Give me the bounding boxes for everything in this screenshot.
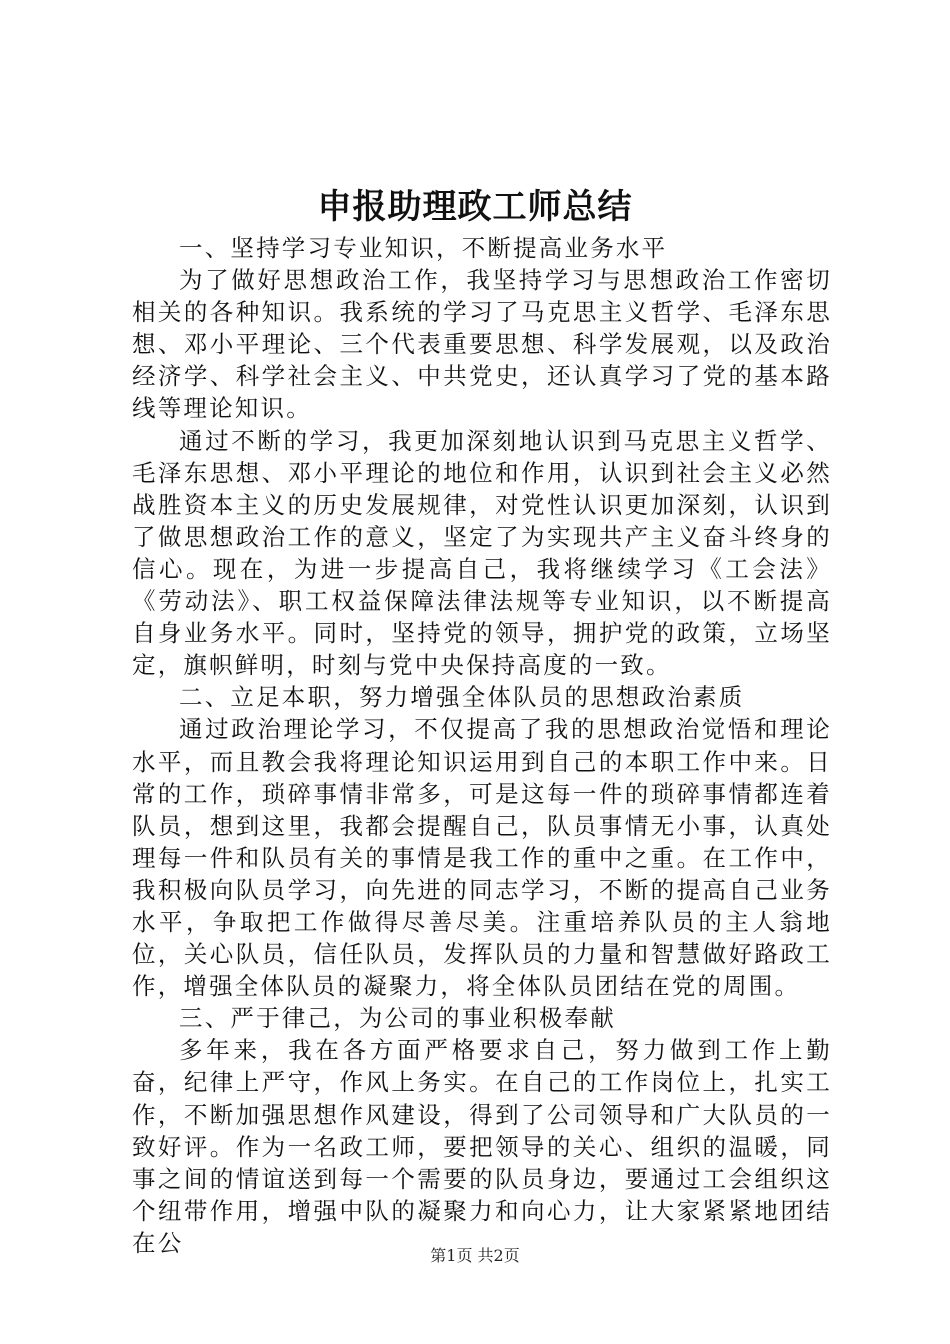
paragraph: 通过不断的学习，我更加深刻地认识到马克思主义哲学、毛泽东思想、邓小平理论的地位和作用，认识到社会主义必然战胜资本主义的历史发展规律，对党性认识更加深刻，认识到了做思想政治工作的意义，坚定了为实现共产主义奋斗终身的信心。现在，为进一步提高自己，我将继续学习《工会法》《劳动法》、职工权益保障法律法规等专业知识，以不断提高自身业务水平。同时，坚持党的领导，拥护党的政策，立场坚定，旗帜鲜明，时刻与党中央保持高度的一致。 bbox=[132, 426, 832, 680]
section-heading-3: 三、严于律己，为公司的事业积极奉献 bbox=[179, 1004, 616, 1033]
page-footer: 第1页 共2页 bbox=[430, 1246, 520, 1265]
paragraph: 多年来，我在各方面严格要求自己，努力做到工作上勤奋，纪律上严守，作风上务实。在自己的工作岗位上，扎实工作，不断加强思想作风建设，得到了公司领导和广大队员的一致好评。作为一名政工师，要把领导的关心、组织的温暖，同事之间的情谊送到每一个需要的队员身边，要通过工会组织这个纽带作用，增强中队的凝聚力和向心力，让大家紧紧地团结在公 bbox=[132, 1036, 832, 1257]
section-heading-2: 二、立足本职，努力增强全体队员的思想政治素质 bbox=[179, 683, 745, 712]
document-body bbox=[132, 232, 832, 1259]
paragraph: 为了做好思想政治工作，我坚持学习与思想政治工作密切相关的各种知识。我系统的学习了马克思主义哲学、毛泽东思想、邓小平理论、三个代表重要思想、科学发展观，以及政治经济学、科学社会主义、中共党史，还认真学习了党的基本路线等理论知识。 bbox=[132, 266, 832, 423]
section-heading-1: 一、坚持学习专业知识，不断提高业务水平 bbox=[179, 234, 668, 262]
document-title: 申报助理政工师总结 bbox=[317, 187, 633, 227]
paragraph: 通过政治理论学习，不仅提高了我的思想政治觉悟和理论水平，而且教会我将理论知识运用到自己的本职工作中来。日常的工作，琐碎事情非常多，可是这每一件的琐碎事情都连着队员，想到这里，我都会提醒自己，队员事情无小事，认真处理每一件和队员有关的事情是我工作的重中之重。在工作中，我积极向队员学习，向先进的同志学习，不断的提高自己业务水平，争取把工作做得尽善尽美。注重培养队员的主人翁地位，关心队员，信任队员，发挥队员的力量和智慧做好路政工作，增强全体队员的凝聚力，将全体队员团结在党的周围。 bbox=[132, 715, 832, 1001]
